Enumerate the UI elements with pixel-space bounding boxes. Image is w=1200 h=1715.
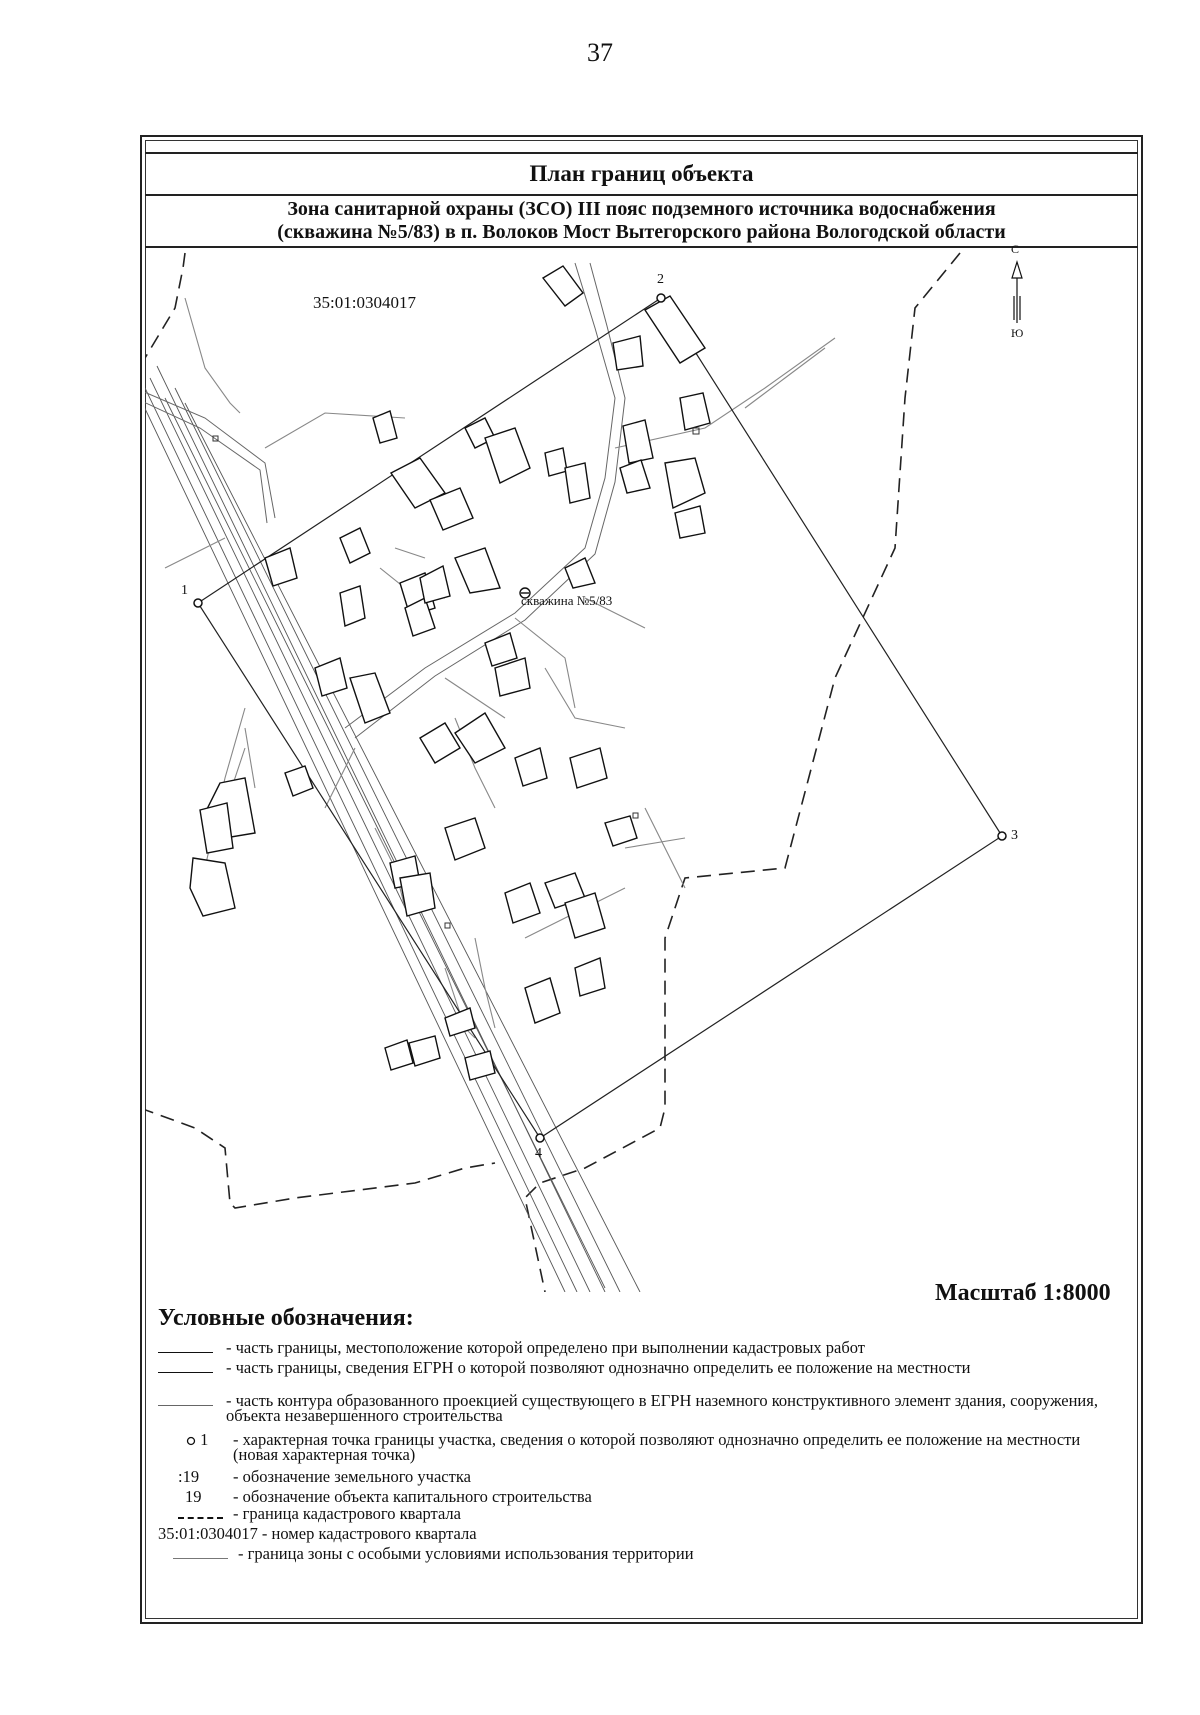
legend-symbol-zone bbox=[158, 1546, 238, 1561]
north-label: С bbox=[1011, 242, 1020, 256]
point-4-label: 4 bbox=[535, 1146, 542, 1161]
plan-subtitle bbox=[145, 196, 1138, 248]
point-4[interactable] bbox=[536, 1134, 544, 1142]
legend-item: 35:01:0304017 - номер кадастрового квартала bbox=[158, 1524, 477, 1543]
page-number: 37 bbox=[587, 38, 613, 67]
legend-item: - часть контура образованного проекцией существующего в ЕГРН наземного конструктивного элемент здания, сооружения, объекта незавершенного строительства bbox=[158, 1393, 1118, 1423]
legend-item: - граница кадастрового квартала bbox=[158, 1506, 1118, 1521]
north-arrow-icon bbox=[1012, 262, 1022, 323]
plan-title: План границ объекта bbox=[145, 152, 1138, 196]
point-1-label: 1 bbox=[181, 583, 188, 598]
legend-symbol-line bbox=[158, 1360, 226, 1375]
legend-item: :19 - обозначение земельного участка bbox=[158, 1469, 1118, 1484]
zone-boundary bbox=[198, 298, 1002, 1138]
boundary-points bbox=[194, 294, 1006, 1142]
map-svg bbox=[145, 248, 1138, 1292]
legend-item: - часть границы, сведения ЕГРН о которой позволяют однозначно определить ее положение на местности bbox=[158, 1360, 1118, 1375]
legend-title: Условные обозначения: bbox=[158, 1305, 414, 1331]
cadastral-quarter-label: 35:01:0304017 bbox=[313, 293, 416, 312]
map-area[interactable] bbox=[145, 242, 1138, 1292]
well-label: скважина №5/83 bbox=[521, 593, 613, 608]
legend-symbol-parcel: :19 bbox=[178, 1467, 200, 1486]
legend-item: - граница зоны с особыми условиями использования территории bbox=[158, 1546, 1118, 1561]
legend-symbol-point: 1 bbox=[158, 1432, 233, 1447]
legend-item: - часть границы, местоположение которой определено при выполнении кадастровых работ bbox=[158, 1340, 1118, 1355]
point-2-label: 2 bbox=[657, 272, 664, 287]
south-label: Ю bbox=[1011, 326, 1024, 340]
quarter-boundary bbox=[145, 253, 960, 1292]
legend-symbol-dash bbox=[158, 1506, 233, 1521]
buildings bbox=[190, 266, 710, 1080]
main-road bbox=[145, 263, 625, 738]
point-3-label: 3 bbox=[1011, 828, 1018, 843]
legend-symbol-thin-line bbox=[158, 1393, 226, 1408]
legend-symbol-quarter: 35:01:0304017 bbox=[158, 1524, 258, 1543]
point-1[interactable] bbox=[194, 599, 202, 607]
legend-symbol-line bbox=[158, 1340, 226, 1355]
scale-label: Масштаб 1:8000 bbox=[935, 1280, 1111, 1306]
legend-item: 1 - характерная точка границы участка, сведения о которой позволяют однозначно определить ее положение на местности (новая характерная точка) bbox=[158, 1432, 1118, 1462]
legend-item: 19 - обозначение объекта капитального строительства bbox=[158, 1489, 1118, 1504]
legend-symbol-building: 19 bbox=[185, 1487, 202, 1506]
point-icon bbox=[186, 1435, 196, 1447]
subtitle-line-2: (скважина №5/83) в п. Волоков Мост Вытегорского района Вологодской области bbox=[277, 221, 1006, 243]
point-2[interactable] bbox=[657, 294, 665, 302]
subtitle-line-1: Зона санитарной охраны (ЗСО) III пояс подземного источника водоснабжения bbox=[287, 198, 996, 220]
point-3[interactable] bbox=[998, 832, 1006, 840]
